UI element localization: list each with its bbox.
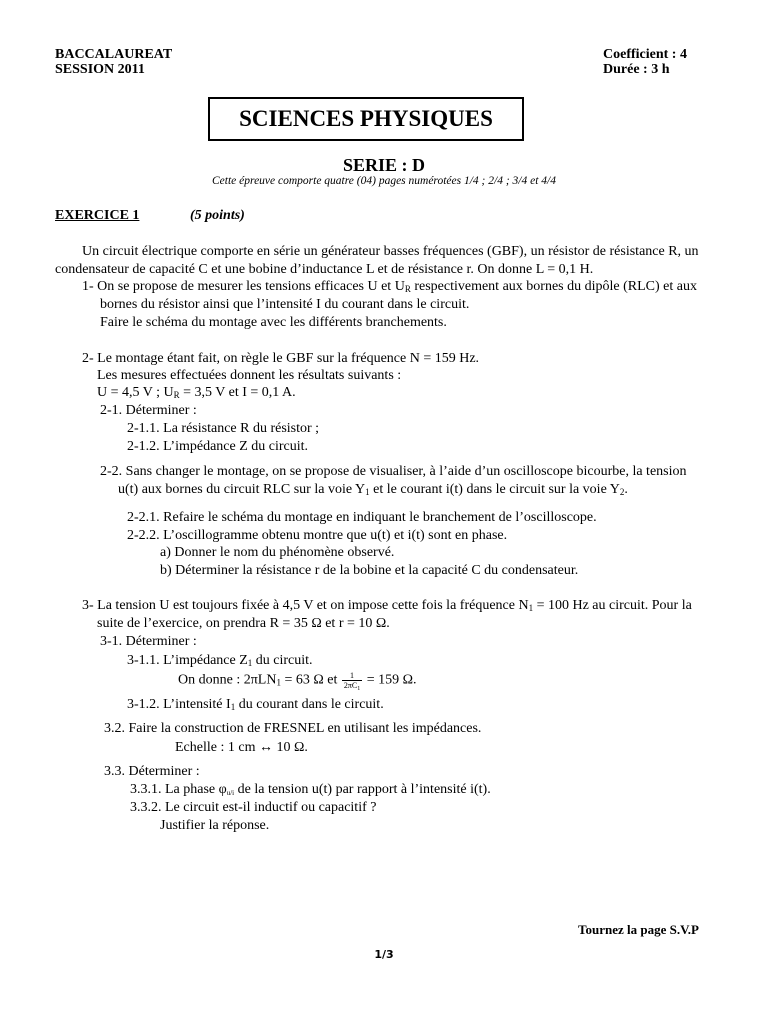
fraction-numerator: 1: [342, 671, 362, 681]
q3-3-1-text-b: de la tension u(t) par rapport à l’intensité i(t).: [234, 782, 491, 797]
q3-1-1-text-b: du circuit.: [252, 653, 313, 668]
exercise-points: (5 points): [190, 208, 245, 223]
header-coefficient: Coefficient : 4: [603, 47, 687, 62]
intro-line-1: Un circuit électrique comporte en série un générateur basses fréquences (GBF), un résistor de résistance R, un: [82, 244, 699, 259]
serie-title: SERIE : D: [342, 155, 426, 175]
q3-1-1-given: [178, 671, 417, 690]
pages-note: Cette épreuve comporte quatre (04) pages numérotées 1/4 ; 2/4 ; 3/4 et 4/4: [212, 175, 556, 187]
q2-1-2: 2-1.2. L’impédance Z du circuit.: [127, 439, 309, 454]
q3-3-1: [130, 781, 491, 798]
given-text-c: = 159 Ω.: [363, 672, 417, 688]
q2-2-line-2: [118, 481, 628, 498]
fraction-den-sub: 1: [357, 686, 361, 692]
q3-3-2: 3.3.2. Le circuit est-il inductif ou capacitif ?: [130, 800, 377, 815]
q2-1-1: 2-1.1. La résistance R du résistor ;: [127, 421, 320, 436]
q3-3-2-justify: Justifier la réponse.: [160, 818, 270, 833]
q1-text-end: respectivement aux bornes du dipôle (RLC) et aux: [410, 279, 697, 294]
q2-values-a: U = 4,5 V ; U: [97, 385, 174, 400]
q3-3-heading: 3.3. Déterminer :: [104, 764, 200, 779]
q2-line-1: 2- Le montage étant fait, on règle le GBF sur la fréquence N = 159 Hz.: [82, 351, 480, 366]
page-title: SCIENCES PHYSIQUES: [239, 106, 493, 131]
exercise-title: EXERCICE 1: [55, 208, 140, 223]
q3-1-1-sub: 1: [247, 658, 253, 668]
header-bac: BACCALAUREAT: [55, 47, 173, 62]
q3-1-1: [127, 652, 313, 669]
q3-text-a: 3- La tension U est toujours fixée à 4,5 V et on impose cette fois la fréquence N: [82, 598, 529, 613]
q2-2-text-a: u(t) aux bornes du circuit RLC sur la voie Y: [118, 482, 366, 497]
q3-1-2-text-b: du courant dans le circuit.: [235, 697, 384, 712]
q1-line-3: Faire le schéma du montage avec les différents branchements.: [100, 315, 447, 330]
q3-2: 3.2. Faire la construction de FRESNEL en utilisant les impédances.: [104, 721, 482, 736]
q2-1-heading: 2-1. Déterminer :: [100, 403, 197, 418]
header-session: SESSION 2011: [55, 62, 145, 77]
turn-page-note: Tournez la page S.V.P: [578, 922, 699, 937]
q1-text-a: 1- On se propose de mesurer les tensions efficaces U et U: [82, 279, 405, 294]
q2-2-2-b: b) Déterminer la résistance r de la bobine et la capacité C du condensateur.: [160, 563, 579, 578]
q2-2-sub-2: 2: [619, 487, 625, 497]
title-box: [208, 97, 524, 141]
fraction-denominator: [342, 681, 362, 690]
q1-line-2: bornes du résistor ainsi que l’intensité I du courant dans le circuit.: [100, 297, 470, 312]
fraction: [342, 671, 362, 690]
given-sub: 1: [276, 677, 281, 688]
q3-3-1-text-a: 3.3.1. La phase φ: [130, 782, 227, 797]
fraction-den-text: 2πC: [343, 681, 358, 690]
page-number: 1/3: [374, 948, 394, 961]
given-text-a: On donne : 2πLN: [178, 672, 277, 688]
q3-text-b: = 100 Hz au circuit. Pour la: [533, 598, 692, 613]
q3-sub: 1: [528, 603, 534, 613]
q2-2-text-b: et le courant i(t) dans le circuit sur la voie Y: [369, 482, 620, 497]
q2-2-sub-1: 1: [365, 487, 370, 497]
header-duration: Durée : 3 h: [603, 62, 670, 77]
q2-line-2: Les mesures effectuées donnent les résultats suivants :: [97, 368, 402, 383]
q2-values-b: = 3,5 V et I = 0,1 A.: [179, 385, 296, 400]
intro-line-2: condensateur de capacité C et une bobine d’inductance L et de résistance r. On donne L = 0,1 H.: [55, 262, 594, 277]
q3-3-1-sub: u/i: [226, 789, 235, 797]
q3-line-2: suite de l’exercice, on prendra R = 35 Ω et r = 10 Ω.: [97, 616, 390, 631]
given-text-b: = 63 Ω et: [280, 672, 338, 688]
q1-sub: R: [404, 284, 411, 294]
q2-2-2: 2-2.2. L’oscillogramme obtenu montre que u(t) et i(t) sont en phase.: [127, 528, 508, 543]
q1-line-1: [82, 278, 697, 295]
q3-1-heading: 3-1. Déterminer :: [100, 634, 197, 649]
q3-1-1-text-a: 3-1.1. L’impédance Z: [127, 653, 248, 668]
q2-line-3: [97, 384, 296, 401]
q2-2-line-1: 2-2. Sans changer le montage, on se propose de visualiser, à l’aide d’un oscilloscope bicourbe, la tension: [100, 464, 687, 479]
q2-2-2-a: a) Donner le nom du phénomène observé.: [160, 545, 395, 560]
q3-line-1: [82, 597, 692, 614]
q2-sub: R: [173, 390, 180, 400]
q2-2-1: 2-2.1. Refaire le schéma du montage en indiquant le branchement de l’oscilloscope.: [127, 510, 597, 525]
q3-1-2-sub: 1: [230, 702, 236, 712]
q3-2-scale: Echelle : 1 cm ↔ 10 Ω.: [175, 740, 308, 755]
q2-2-text-c: .: [624, 482, 628, 497]
q3-1-2-text-a: 3-1.2. L’intensité I: [127, 697, 231, 712]
q3-1-2: [127, 696, 384, 713]
